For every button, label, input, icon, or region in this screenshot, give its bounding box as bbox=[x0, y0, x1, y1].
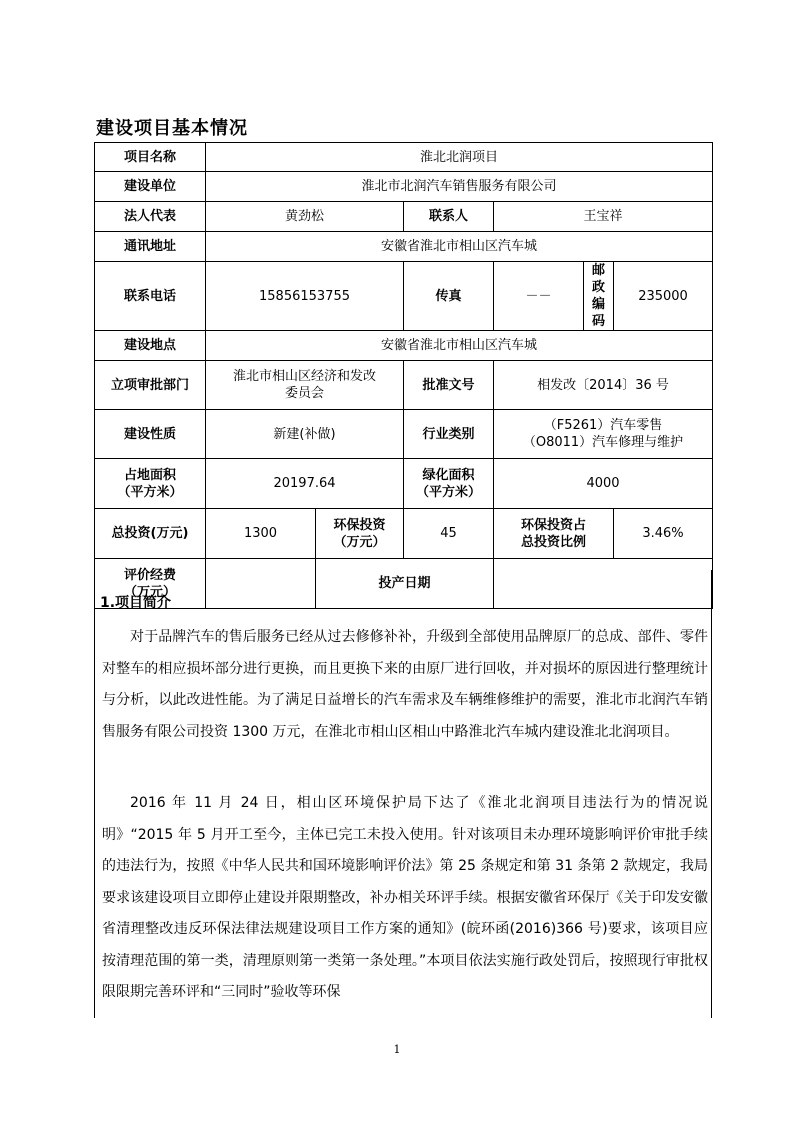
table-row bbox=[95, 509, 713, 559]
env-ratio-value: 3.46% bbox=[614, 509, 713, 559]
paragraph-2: 2016 年 11 月 24 日，相山区环境保护局下达了《淮北北润项目违法行为的情况说明》“2015 年 5 月开工至今，主体已完工未投入使用。针对该项目未办理环境影响评价审批手续的违法行为，按照《中华人民共和国环境影响评价法》第 25 条规定和第 31 条第 2 款规定，我局要求该建设项目立即停止建设并限期整改，补办相关环评手续。根据安徽省环保厅《关于印发安徽省清理整改违反环保法律法规建设项目工作方案的通知》(皖环函(2016)366 号)要求，该项目应按清理范围的第一类，清理原则第一类第一条处理。”本项目依法实施行政处罚后，按照现行审批权限限期完善环评和“三同时”验收等环保 bbox=[102, 795, 708, 1000]
total-invest-label: 总投资(万元) bbox=[95, 509, 206, 559]
eval-fee-label-line1: 评价经费 bbox=[123, 567, 176, 583]
env-ratio-label bbox=[494, 509, 614, 559]
paragraph-1: 对于品牌汽车的售后服务已经从过去修修补补，升级到全部使用品牌原厂的总成、部件、零件对整车的相应损坏部分进行更换，而且更换下来的由原厂进行回收，并对损坏的原因进行整理统计与分析，以此改进性能。为了满足日益增长的汽车需求及车辆维修维护的需要，淮北市北润汽车销售服务有限公司投资 1300 万元，在淮北市相山区相山中路淮北汽车城内建设淮北北润项目。 bbox=[102, 629, 708, 740]
land-area-value: 20197.64 bbox=[206, 459, 404, 509]
contact-label: 联系人 bbox=[404, 202, 494, 232]
postcode-label: 邮政编码 bbox=[584, 262, 614, 331]
env-invest-value: 45 bbox=[404, 509, 494, 559]
green-area-label-line1: 绿化面积 bbox=[422, 467, 475, 483]
project-name-value: 淮北北润项目 bbox=[206, 143, 713, 172]
legal-rep-value: 黄劲松 bbox=[206, 202, 404, 232]
industry-line1: （F5261）汽车零售 bbox=[543, 418, 663, 433]
phone-label: 联系电话 bbox=[95, 262, 206, 331]
approval-no-value: 相发改〔2014〕36 号 bbox=[494, 361, 713, 410]
phone-value: 15856153755 bbox=[206, 262, 404, 331]
industry-line2: （O8011）汽车修理与维护 bbox=[522, 435, 684, 450]
total-invest-value: 1300 bbox=[206, 509, 316, 559]
table-row bbox=[95, 143, 713, 172]
section-heading: 建设项目基本情况 bbox=[96, 118, 248, 139]
green-area-label-line2: （平方米） bbox=[415, 484, 481, 500]
env-invest-label-line2: （万元） bbox=[333, 534, 386, 550]
approval-dept-label: 立项审批部门 bbox=[95, 361, 206, 410]
table-row bbox=[95, 232, 713, 262]
page-number: 1 bbox=[393, 1043, 401, 1056]
land-area-label bbox=[95, 459, 206, 509]
green-area-value: 4000 bbox=[494, 459, 713, 509]
green-area-label bbox=[404, 459, 494, 509]
legal-rep-label: 法人代表 bbox=[95, 202, 206, 232]
nature-label: 建设性质 bbox=[95, 410, 206, 459]
table-row bbox=[95, 262, 713, 331]
fax-value: －－ bbox=[494, 262, 584, 331]
env-invest-label bbox=[316, 509, 404, 559]
industry-value bbox=[494, 410, 713, 459]
industry-label: 行业类别 bbox=[404, 410, 494, 459]
address-label: 通讯地址 bbox=[95, 232, 206, 262]
approval-dept-line1: 淮北市相山区经济和发改 bbox=[232, 369, 376, 384]
approval-dept-value bbox=[206, 361, 404, 410]
env-ratio-label-line2: 总投资比例 bbox=[520, 534, 586, 550]
site-value: 安徽省淮北市相山区汽车城 bbox=[206, 331, 713, 361]
postcode-value: 235000 bbox=[614, 262, 713, 331]
nature-value: 新建(补做) bbox=[206, 410, 404, 459]
env-invest-label-line1: 环保投资 bbox=[333, 517, 386, 533]
table-row bbox=[95, 459, 713, 509]
fax-label: 传真 bbox=[404, 262, 494, 331]
section-title: 1.项目简介 bbox=[100, 595, 172, 611]
eval-fee-label-line2: （万元） bbox=[123, 584, 176, 600]
env-ratio-label-line1: 环保投资占 bbox=[520, 517, 586, 533]
table-row bbox=[95, 361, 713, 410]
land-area-label-line2: （平方米） bbox=[117, 484, 183, 500]
table-row bbox=[95, 202, 713, 232]
table-row bbox=[95, 410, 713, 459]
approval-no-label: 批准文号 bbox=[404, 361, 494, 410]
contact-value: 王宝祥 bbox=[494, 202, 713, 232]
unit-value: 淮北市北润汽车销售服务有限公司 bbox=[206, 172, 713, 202]
approval-dept-line2: 委员会 bbox=[284, 386, 324, 401]
project-info-table bbox=[94, 142, 713, 609]
table-row bbox=[95, 331, 713, 361]
production-date-label: 投产日期 bbox=[316, 559, 494, 609]
table-row bbox=[95, 172, 713, 202]
unit-label: 建设单位 bbox=[95, 172, 206, 202]
address-value: 安徽省淮北市相山区汽车城 bbox=[206, 232, 713, 262]
land-area-label-line1: 占地面积 bbox=[123, 467, 176, 483]
project-name-label: 项目名称 bbox=[95, 143, 206, 172]
site-label: 建设地点 bbox=[95, 331, 206, 361]
